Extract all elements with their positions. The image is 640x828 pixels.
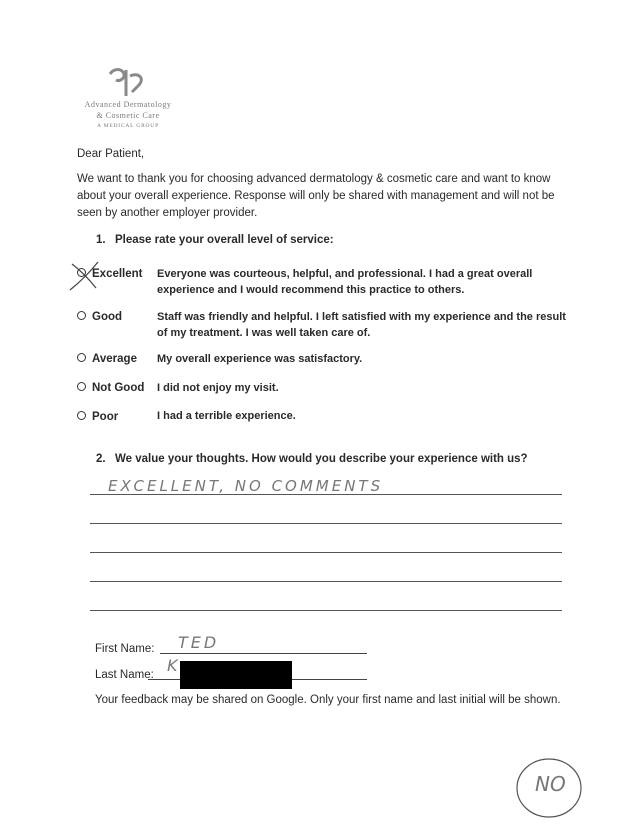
option-poor[interactable]: [77, 411, 118, 423]
answer-line: [90, 552, 562, 553]
greeting: Dear Patient,: [77, 148, 145, 160]
last-name-label: Last Name:: [95, 669, 154, 681]
option-not-good[interactable]: [77, 382, 144, 394]
answer-line: [90, 523, 562, 524]
radio-circle-icon: [77, 311, 86, 320]
first-name-value[interactable]: TED: [178, 633, 220, 652]
logo-line-1: Advanced Dermatology: [84, 100, 172, 109]
option-desc: I did not enjoy my visit.: [157, 382, 279, 394]
stamp-text: NO: [535, 772, 566, 796]
option-label: Good: [92, 311, 123, 323]
q1-text: Please rate your overall level of service:: [115, 234, 334, 246]
first-name-label: First Name:: [95, 643, 155, 655]
q1-number: 1.: [96, 234, 106, 246]
option-desc: I had a terrible experience.: [157, 410, 296, 422]
footer-note: Your feedback may be shared on Google. Only your first name and last initial will be shown.: [95, 694, 561, 706]
option-desc: Everyone was courteous, helpful, and professional. I had a great overall experience and I would recommend this practice to others.: [157, 268, 533, 296]
answer-line: [90, 610, 562, 611]
last-name-value[interactable]: K: [167, 656, 178, 675]
logo-line-2: & Cosmetic Care: [96, 111, 160, 120]
option-good[interactable]: [77, 311, 122, 323]
option-desc: My overall experience was satisfactory.: [157, 353, 363, 365]
answer-line: [90, 494, 562, 495]
q2-text: We value your thoughts. How would you describe your experience with us?: [115, 453, 528, 465]
option-label: Average: [92, 353, 137, 365]
radio-circle-icon: [77, 382, 86, 391]
logo-icon: [104, 66, 152, 100]
option-label: Excellent: [92, 268, 143, 280]
option-average[interactable]: [77, 353, 137, 365]
option-label: Not Good: [92, 382, 145, 394]
radio-circle-icon: [77, 411, 86, 420]
redaction-box: [180, 661, 292, 689]
handwritten-x-mark-icon: [66, 258, 106, 294]
logo-line-3: A MEDICAL GROUP: [97, 123, 159, 129]
answer-line: [90, 581, 562, 582]
option-label: Poor: [92, 411, 119, 423]
q2-number: 2.: [96, 453, 106, 465]
first-name-line: [160, 653, 367, 654]
radio-circle-icon: [77, 353, 86, 362]
intro-paragraph: We want to thank you for choosing advanced dermatology & cosmetic care and want to know about your overall experience. Response will only be shared with management and will not be seen by another employer provider.: [77, 173, 555, 219]
handwritten-answer[interactable]: EXCELLENT, NO COMMENTS: [108, 477, 384, 495]
option-desc: Staff was friendly and helpful. I left satisfied with my experience and the result of my treatment. I was well taken care of.: [157, 311, 566, 339]
